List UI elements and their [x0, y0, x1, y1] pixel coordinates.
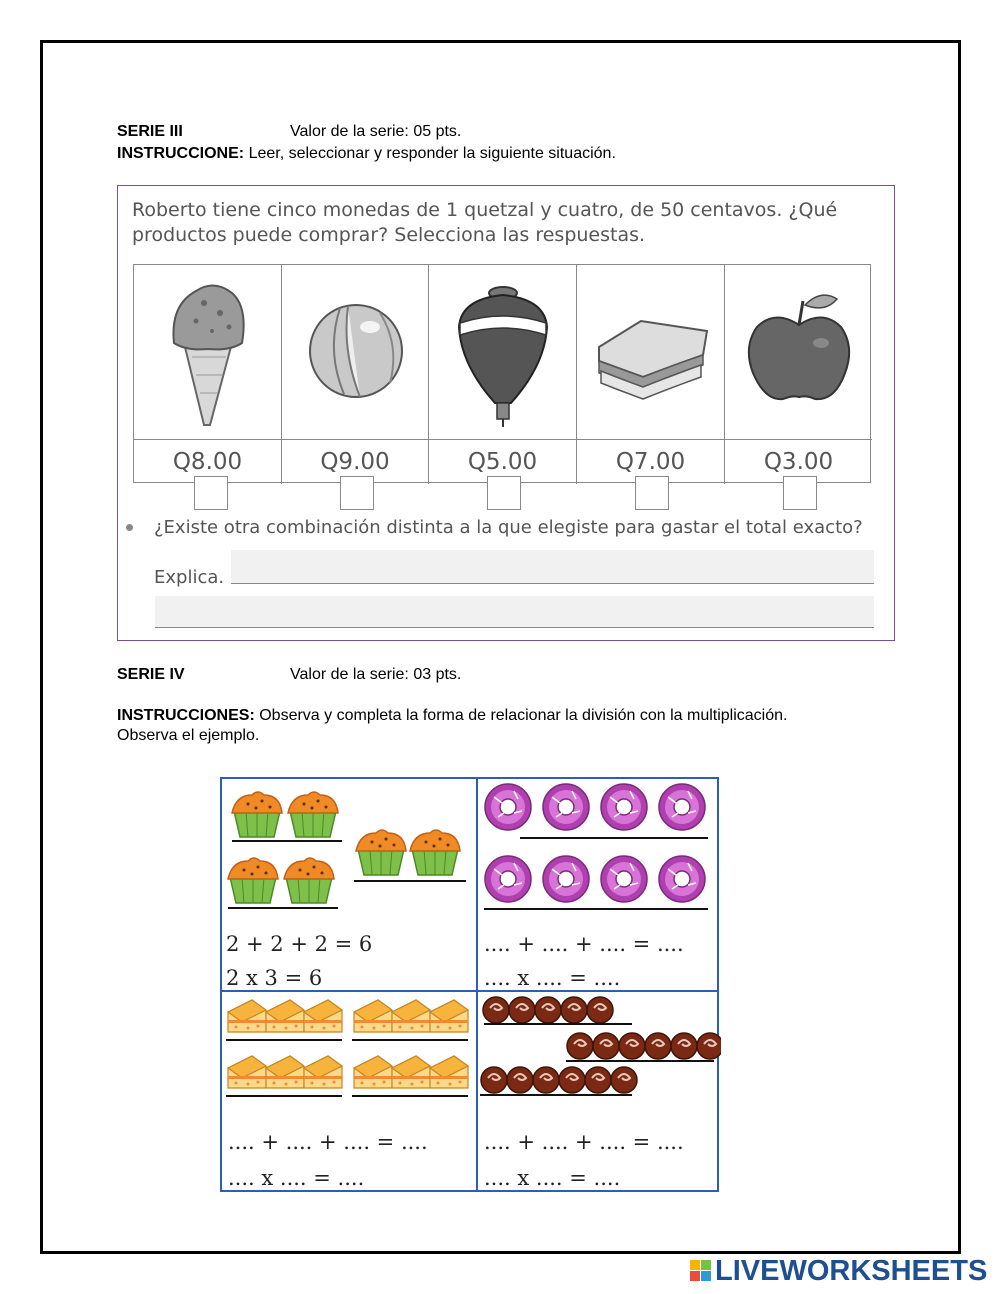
problem-line-1: Roberto tiene cinco monedas de 1 quetzal y cuatro, de 50 centavos. ¿Qué	[132, 199, 838, 221]
logo-text: LIVEWORKSHEETS	[715, 1254, 988, 1287]
serie-4-instructions-text: Observa y completa la forma de relacionar la división con la multiplicación.	[259, 707, 788, 724]
serie-4-exercise-grid	[220, 777, 719, 1192]
group-underline	[566, 1060, 714, 1062]
chocolates-mult-answer[interactable]	[484, 1165, 714, 1191]
chocolates-illustration	[478, 992, 721, 1102]
group-underline	[226, 1095, 342, 1097]
group-underline	[226, 1039, 342, 1041]
product-image	[429, 265, 576, 440]
donuts-sum-answer[interactable]	[484, 931, 714, 957]
serie-3-instructions-text: Leer, seleccionar y responder la siguiente situación.	[248, 145, 616, 162]
product-price: Q3.00	[763, 449, 834, 475]
group-underline	[354, 880, 466, 882]
explain-label: Explica.	[154, 567, 225, 588]
serie-3-value: Valor de la serie: 05 pts.	[290, 123, 462, 140]
serie-3-task-box	[117, 185, 895, 641]
product-price: Q8.00	[172, 449, 243, 475]
serie-4-instructions-label: INSTRUCCIONES:	[117, 707, 255, 724]
product-price: Q5.00	[467, 449, 538, 475]
group-underline	[484, 1023, 632, 1025]
question-text: ¿Existe otra combinación distinta a la que elegiste para gastar el total exacto?	[154, 517, 863, 538]
cakes-mult-answer[interactable]	[228, 1165, 472, 1191]
question-bullet	[126, 524, 133, 531]
serie-4-title: SERIE IV	[117, 666, 185, 683]
checkbox-spinning-top[interactable]	[487, 476, 521, 510]
product-image	[725, 265, 872, 440]
spinning-top-icon	[429, 265, 577, 440]
donuts-mult-answer[interactable]	[484, 965, 714, 991]
group-underline	[484, 908, 708, 910]
serie-4-instructions	[117, 706, 787, 726]
group-underline	[520, 837, 708, 839]
checkbox-beach-ball[interactable]	[340, 476, 374, 510]
donuts-illustration	[478, 779, 721, 919]
group-underline	[480, 1094, 632, 1096]
product-cell	[282, 265, 429, 484]
product-cell	[725, 265, 872, 484]
chocolates-sum-answer[interactable]	[484, 1129, 714, 1155]
product-cell	[577, 265, 725, 484]
beach-ball-icon	[282, 265, 429, 440]
cakes-sum-answer[interactable]	[228, 1129, 472, 1155]
checkbox-sandwich[interactable]	[635, 476, 669, 510]
checkbox-ice-cream[interactable]	[194, 476, 228, 510]
serie-4-value: Valor de la serie: 03 pts.	[290, 666, 462, 683]
explain-answer-line-1[interactable]	[231, 550, 874, 584]
ice-cream-icon	[134, 265, 282, 440]
product-image	[577, 265, 724, 440]
product-image	[134, 265, 281, 440]
cupcakes-illustration	[222, 779, 476, 919]
explain-answer-line-2[interactable]	[155, 596, 874, 628]
serie-3-title: SERIE III	[117, 123, 183, 140]
problem-statement	[132, 198, 872, 248]
problem-line-2: productos puede comprar? Selecciona las respuestas.	[132, 224, 646, 246]
product-cell	[134, 265, 282, 484]
group-underline	[228, 907, 338, 909]
group-underline	[352, 1039, 468, 1041]
serie-3-instructions-label: INSTRUCCIONE:	[117, 145, 245, 162]
checkbox-apple[interactable]	[783, 476, 817, 510]
group-underline	[352, 1095, 468, 1097]
liveworksheets-cube-icon	[690, 1260, 712, 1282]
example-mult-equation: 2 x 3 = 6	[226, 966, 323, 990]
sandwich-icon	[577, 265, 725, 440]
group-underline	[232, 840, 342, 842]
apple-icon	[725, 265, 872, 440]
product-cell	[429, 265, 577, 484]
serie-4-instructions-line-2: Observa el ejemplo.	[117, 727, 260, 744]
product-image	[282, 265, 428, 440]
product-price: Q7.00	[615, 449, 686, 475]
products-table	[133, 264, 871, 483]
example-sum-equation: 2 + 2 + 2 = 6	[226, 932, 373, 956]
cakes-illustration	[222, 992, 476, 1102]
product-price: Q9.00	[320, 449, 390, 475]
serie-3-instructions	[117, 144, 616, 164]
liveworksheets-logo	[690, 1254, 987, 1288]
